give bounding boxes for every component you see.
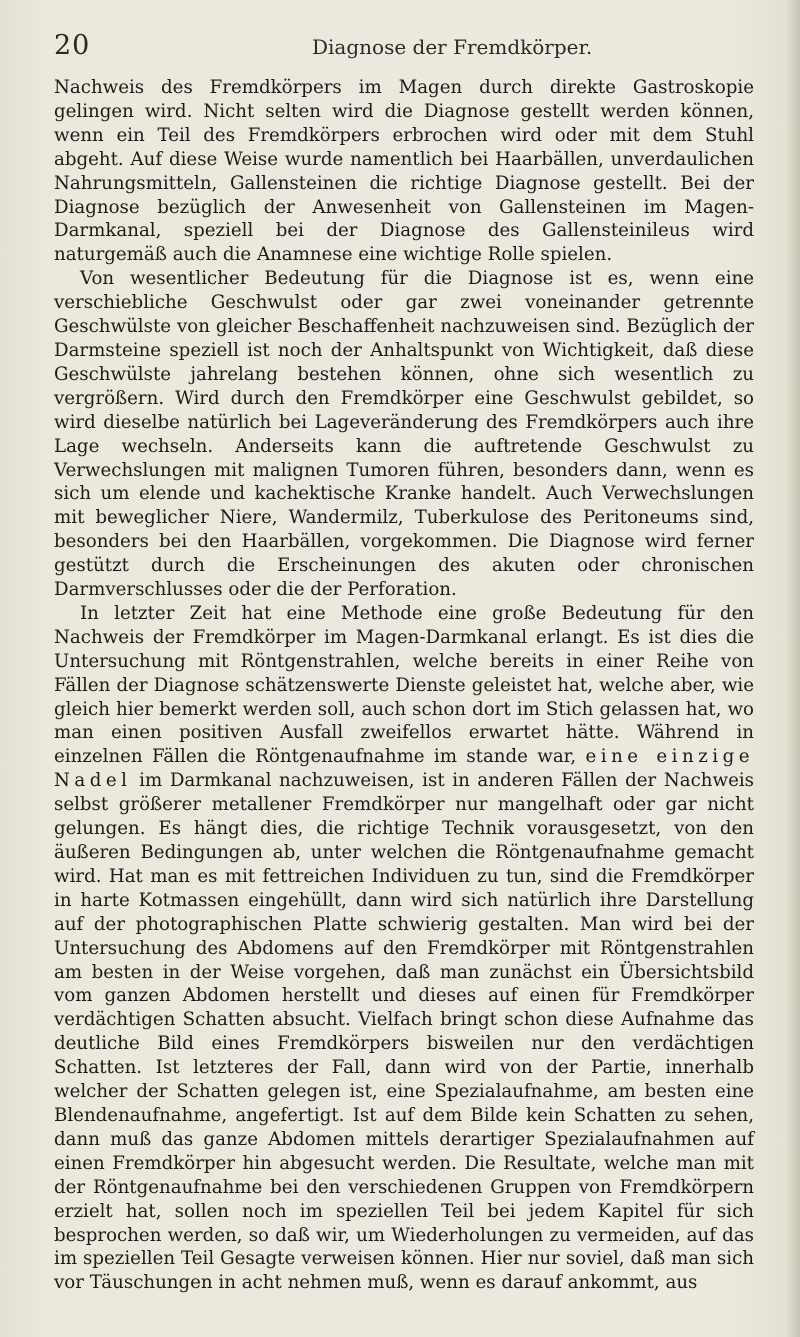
paragraph-1: Nachweis des Fremdkörpers im Magen durch direkte Gastroskopie gelingen wird. Nicht selten wird die Diagnose gestellt werden können, wenn ein Teil des Fremdkörpers erbrochen wird oder mit dem Stuhl abgeht. Auf diese Weise wurde namentlich bei Haarbällen, unverdaulichen Nahrungsmitteln, Gallensteinen die richtige Diagnose gestellt. Bei der Diagnose bezüglich der Anwesenheit von Gallensteinen im Magen-Darmkanal, speziell bei der Diagnose des Gallensteinileus wird naturgemäß auch die Anamnese eine wichtige Rolle spielen.	[54, 77, 754, 266]
emphasis-spaced-text: eine einzige Nadel	[54, 746, 754, 792]
paragraph-3-text-after: im Darmkanal nachzuweisen, ist in anderen Fällen der Nachweis selbst größerer metallener Fremdkörper nur mangelhaft oder gar nicht gelungen. Es hängt dies, die richtige Technik vorausgesetzt, von den äußeren Bedingungen ab, unter welchen die Röntgenaufnahme gemacht wird. Hat man es mit fettreichen Individuen zu tun, sind die Fremdkörper in harte Kotmassen eingehüllt, dann wird sich natürlich ihre Darstellung auf der photographischen Platte schwierig gestalten. Man wird bei der Untersuchung des Abdomens auf den Fremdkörper mit Röntgenstrahlen am besten in der Weise vorgehen, daß man zunächst ein Übersichtsbild vom ganzen Abdomen herstellt und dieses auf einen für Fremdkörper verdächtigen Schatten absucht. Vielfach bringt schon diese Aufnahme das deutliche Bild eines Fremdkörpers bisweilen nur den verdächtigen Schatten. Ist letzteres der Fall, dann wird von der Partie, innerhalb welcher der Schatten gelegen ist, eine Spezialaufnahme, am besten eine Blendenaufnahme, angefertigt. Ist auf dem Bilde kein Schatten zu sehen, dann muß das ganze Abdomen mittels derartiger Spezialaufnahmen auf einen Fremdkörper hin abgesucht werden. Die Resultate, welche man mit der Röntgenaufnahme bei den verschiedenen Gruppen von Fremdkörpern erzielt hat, sollen noch im speziellen Teil bei jedem Kapitel für sich besprochen werden, so daß wir, um Wiederholungen zu vermeiden, auf das im speziellen Teil Gesagte verweisen können. Hier nur soviel, daß man sich vor Täuschungen in acht nehmen muß, wenn es darauf ankommt, aus	[54, 770, 754, 1294]
running-title: Diagnose der Fremdkörper.	[312, 35, 593, 59]
page-header	[0, 30, 800, 66]
body-text	[54, 76, 754, 1295]
page-edge-shadow	[786, 0, 800, 1337]
paragraph-2: Von wesentlicher Bedeutung für die Diagnose ist es, wenn eine verschiebliche Geschwulst oder gar zwei voneinander getrennte Geschwülste von gleicher Beschaffenheit nachzuweisen sind. Bezüglich der Darmsteine speziell ist noch der Anhaltspunkt von Wichtigkeit, daß diese Geschwülste jahrelang bestehen können, ohne sich wesentlich zu vergrößern. Wird durch den Fremdkörper eine Geschwulst gebildet, so wird dieselbe natürlich bei Lageveränderung des Fremdkörpers auch ihre Lage wechseln. Anderseits kann die auftretende Geschwulst zu Verwechslungen mit malignen Tumoren führen, besonders dann, wenn es sich um elende und kachektische Kranke handelt. Auch Verwechslungen mit beweglicher Niere, Wandermilz, Tuberkulose des Peritoneums sind, besonders bei den Haarbällen, vorgekommen. Die Diagnose wird ferner gestützt durch die Erscheinungen des akuten oder chronischen Darmverschlusses oder die der Perforation.	[54, 268, 754, 601]
paragraph-3	[54, 602, 754, 1295]
paragraph-3-text-before: In letzter Zeit hat eine Methode eine große Bedeutung für den Nachweis der Fremdkörper im Magen-Darmkanal erlangt. Es ist dies die Untersuchung mit Röntgenstrahlen, welche bereits in einer Reihe von Fällen der Diagnose schätzenswerte Dienste geleistet hat, welche aber, wie gleich hier bemerkt werden soll, auch schon dort im Stich gelassen hat, wo man einen positiven Ausfall zweifellos erwartet hätte. Während in einzelnen Fällen die Röntgenaufnahme im stande war,	[54, 602, 754, 768]
page-number: 20	[54, 30, 91, 61]
